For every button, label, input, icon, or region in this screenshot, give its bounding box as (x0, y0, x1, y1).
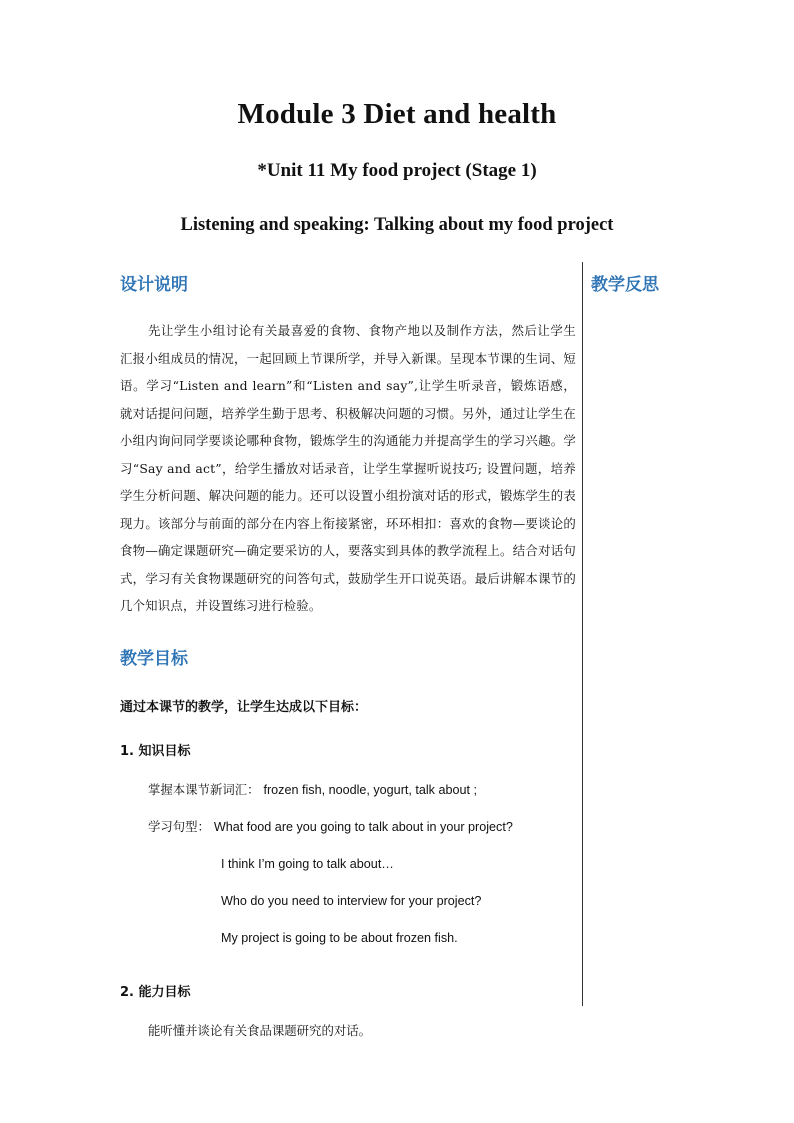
knowledge-heading: 1. 知识目标 (120, 743, 191, 759)
sentence-line (221, 919, 576, 956)
vocab-words: frozen fish, noodle, yogurt, talk about ; (263, 782, 477, 797)
sentence-line (221, 882, 576, 919)
sentence-pattern: Who do you need to interview for your project? (221, 893, 482, 908)
ability-heading: 2. 能力目标 (120, 984, 191, 1000)
objectives-heading: 教学目标 (120, 648, 188, 669)
vocab-line (148, 771, 576, 808)
design-paragraph: 先让学生小组讨论有关最喜爱的食物、食物产地以及制作方法，然后让学生汇报小组成员的情况，一起回顾上节课所学，并导入新课。呈现本节课的生词、短语。学习“Listen and learn”和“Listen and say”,让学生听录音，锻炼语感，就对话提问问题，培养学生勤于思考、积极解决问题的习惯。另外，通过让学生在小组内询问同学要谈论哪种食物，锻炼学生的沟通能力并提高学生的学习兴趣。学习“Say and act”，给学生播放对话录音，让学生掌握听说技巧; 设置问题，培养学生分析问题、解决问题的能力。还可以设置小组扮演对话的形式，锻炼学生的表现力。该部分与前面的部分在内容上衔接紧密，环环相扣：喜欢的食物—要谈论的食物—确定课题研究—确定要采访的人，要落实到具体的教学流程上。结合对话句式，学习有关食物课题研究的问答句式，鼓励学生开口说英语。最后讲解本课节的几个知识点，并设置练习进行检验。 (120, 323, 576, 613)
sentence-pattern: My project is going to be about frozen fish. (221, 930, 458, 945)
reflection-heading: 教学反思 (591, 275, 659, 295)
objectives-intro: 通过本课节的教学，让学生达成以下目标： (120, 699, 368, 715)
sentence-line (148, 808, 576, 845)
ability-text: 能听懂并谈论有关食品课题研究的对话。 (148, 1022, 372, 1038)
vocab-label: 掌握本课节新词汇： (148, 781, 260, 797)
sentence-pattern: What food are you going to talk about in your project? (213, 819, 513, 834)
sentence-line (221, 845, 576, 882)
sentences-label: 学习句型： (148, 818, 210, 834)
module-title: Module 3 Diet and health (237, 98, 557, 130)
column-divider (582, 262, 583, 1006)
unit-subtitle: *Unit 11 My food project (Stage 1) (257, 160, 537, 181)
design-heading: 设计说明 (120, 275, 188, 295)
main-column (120, 270, 576, 1049)
lesson-title: Listening and speaking: Talking about my food project (180, 215, 614, 235)
sentence-pattern: I think I’m going to talk about… (221, 856, 394, 871)
